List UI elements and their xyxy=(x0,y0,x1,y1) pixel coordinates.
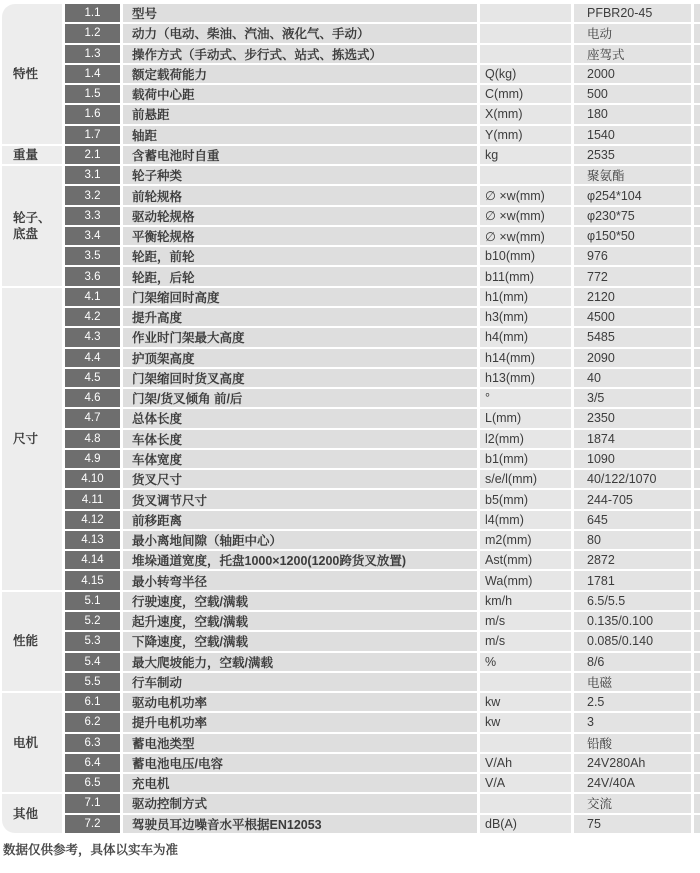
unit-cell: m/s xyxy=(480,612,571,630)
value-cell: 40/122/1070 xyxy=(574,470,691,488)
cropped-column-sliver xyxy=(694,207,700,225)
spec-name-cell: 车体宽度 xyxy=(123,450,477,468)
spec-name-cell: 轮距，前轮 xyxy=(123,247,477,265)
value-cell: 2000 xyxy=(574,65,691,83)
spec-name-cell: 轮距，后轮 xyxy=(123,267,477,285)
row-number-cell: 1.2 xyxy=(65,24,120,42)
value-cell: 5485 xyxy=(574,328,691,346)
row-number-cell: 7.1 xyxy=(65,794,120,812)
cropped-column-sliver xyxy=(694,267,700,285)
spec-name-cell: 起升速度，空载/满载 xyxy=(123,612,477,630)
spec-name-cell: 最小转弯半径 xyxy=(123,571,477,589)
category-cell: 电机 xyxy=(2,693,62,792)
unit-cell: Q(kg) xyxy=(480,65,571,83)
unit-cell: b11(mm) xyxy=(480,267,571,285)
row-number-cell: 6.1 xyxy=(65,693,120,711)
spec-name-cell: 驱动控制方式 xyxy=(123,794,477,812)
value-cell: 1090 xyxy=(574,450,691,468)
row-number-cell: 3.2 xyxy=(65,186,120,204)
value-cell: 24V280Ah xyxy=(574,754,691,772)
row-number-cell: 4.10 xyxy=(65,470,120,488)
spec-name-cell: 额定载荷能力 xyxy=(123,65,477,83)
spec-name-cell: 含蓄电池时自重 xyxy=(123,146,477,164)
unit-cell: V/Ah xyxy=(480,754,571,772)
cropped-column-sliver xyxy=(694,4,700,22)
row-number-cell: 4.2 xyxy=(65,308,120,326)
unit-cell xyxy=(480,24,571,42)
value-cell: 1781 xyxy=(574,571,691,589)
row-number-cell: 4.13 xyxy=(65,531,120,549)
spec-name-cell: 最小离地间隙（轴距中心） xyxy=(123,531,477,549)
unit-cell: X(mm) xyxy=(480,105,571,123)
row-number-cell: 3.4 xyxy=(65,227,120,245)
row-number-cell: 6.4 xyxy=(65,754,120,772)
row-number-cell: 5.4 xyxy=(65,653,120,671)
row-number-cell: 4.11 xyxy=(65,490,120,508)
row-number-cell: 4.6 xyxy=(65,389,120,407)
unit-cell xyxy=(480,734,571,752)
cropped-column-sliver xyxy=(694,490,700,508)
row-number-cell: 1.4 xyxy=(65,65,120,83)
value-cell: φ254*104 xyxy=(574,186,691,204)
spec-name-cell: 操作方式（手动式、步行式、站式、拣选式） xyxy=(123,45,477,63)
value-cell: 电磁 xyxy=(574,673,691,691)
value-cell: φ230*75 xyxy=(574,207,691,225)
value-cell: 0.085/0.140 xyxy=(574,632,691,650)
cropped-column-sliver xyxy=(694,105,700,123)
cropped-column-sliver xyxy=(694,450,700,468)
value-cell: 2.5 xyxy=(574,693,691,711)
unit-cell: m/s xyxy=(480,632,571,650)
unit-cell: Y(mm) xyxy=(480,126,571,144)
cropped-column-sliver xyxy=(694,166,700,184)
spec-name-cell: 提升电机功率 xyxy=(123,713,477,731)
category-cell: 重量 xyxy=(2,146,62,164)
row-number-cell: 3.5 xyxy=(65,247,120,265)
unit-cell: C(mm) xyxy=(480,85,571,103)
unit-cell: Wa(mm) xyxy=(480,571,571,589)
cropped-column-sliver xyxy=(694,693,700,711)
unit-cell xyxy=(480,4,571,22)
row-number-cell: 4.12 xyxy=(65,511,120,529)
cropped-column-sliver xyxy=(694,673,700,691)
row-number-cell: 4.15 xyxy=(65,571,120,589)
spec-name-cell: 门架缩回时货叉高度 xyxy=(123,369,477,387)
value-cell: 0.135/0.100 xyxy=(574,612,691,630)
spec-name-cell: 最大爬坡能力，空载/满载 xyxy=(123,653,477,671)
spec-name-cell: 轴距 xyxy=(123,126,477,144)
unit-cell: h1(mm) xyxy=(480,288,571,306)
spec-name-cell: 车体长度 xyxy=(123,430,477,448)
spec-name-cell: 下降速度，空载/满载 xyxy=(123,632,477,650)
value-cell: 聚氨酯 xyxy=(574,166,691,184)
value-cell: 75 xyxy=(574,815,691,833)
spec-name-cell: 堆垛通道宽度，托盘1000×1200(1200跨货叉放置) xyxy=(123,551,477,569)
unit-cell: h4(mm) xyxy=(480,328,571,346)
row-number-cell: 5.1 xyxy=(65,592,120,610)
category-cell: 尺寸 xyxy=(2,288,62,590)
unit-cell: h3(mm) xyxy=(480,308,571,326)
cropped-column-sliver xyxy=(694,653,700,671)
unit-cell xyxy=(480,794,571,812)
cropped-column-sliver xyxy=(694,126,700,144)
value-cell: 244-705 xyxy=(574,490,691,508)
unit-cell: dB(A) xyxy=(480,815,571,833)
spec-name-cell: 前悬距 xyxy=(123,105,477,123)
cropped-column-sliver xyxy=(694,774,700,792)
category-cell: 性能 xyxy=(2,592,62,691)
value-cell: 6.5/5.5 xyxy=(574,592,691,610)
cropped-column-sliver xyxy=(694,592,700,610)
cropped-column-sliver xyxy=(694,754,700,772)
unit-cell xyxy=(480,166,571,184)
row-number-cell: 3.1 xyxy=(65,166,120,184)
unit-cell: kg xyxy=(480,146,571,164)
spec-name-cell: 型号 xyxy=(123,4,477,22)
unit-cell: h14(mm) xyxy=(480,349,571,367)
value-cell: 80 xyxy=(574,531,691,549)
spec-name-cell: 蓄电池类型 xyxy=(123,734,477,752)
spec-name-cell: 总体长度 xyxy=(123,409,477,427)
spec-name-cell: 门架缩回时高度 xyxy=(123,288,477,306)
row-number-cell: 6.5 xyxy=(65,774,120,792)
value-cell: 180 xyxy=(574,105,691,123)
cropped-column-sliver xyxy=(694,308,700,326)
value-cell: 1540 xyxy=(574,126,691,144)
cropped-column-sliver xyxy=(694,146,700,164)
value-cell: 2350 xyxy=(574,409,691,427)
value-cell: 2090 xyxy=(574,349,691,367)
value-cell: 4500 xyxy=(574,308,691,326)
unit-cell: ∅ ×w(mm) xyxy=(480,186,571,204)
unit-cell: % xyxy=(480,653,571,671)
cropped-column-sliver xyxy=(694,328,700,346)
row-number-cell: 5.3 xyxy=(65,632,120,650)
category-cell: 其他 xyxy=(2,794,62,833)
value-cell: 40 xyxy=(574,369,691,387)
spec-name-cell: 动力（电动、柴油、汽油、液化气、手动） xyxy=(123,24,477,42)
value-cell: 2120 xyxy=(574,288,691,306)
unit-cell: V/A xyxy=(480,774,571,792)
unit-cell: kw xyxy=(480,693,571,711)
unit-cell: b1(mm) xyxy=(480,450,571,468)
unit-cell: m2(mm) xyxy=(480,531,571,549)
row-number-cell: 6.3 xyxy=(65,734,120,752)
row-number-cell: 3.6 xyxy=(65,267,120,285)
unit-cell: s/e/l(mm) xyxy=(480,470,571,488)
cropped-column-sliver xyxy=(694,349,700,367)
unit-cell: km/h xyxy=(480,592,571,610)
spec-name-cell: 作业时门架最大高度 xyxy=(123,328,477,346)
spec-name-cell: 驱动电机功率 xyxy=(123,693,477,711)
category-cell: 特性 xyxy=(2,4,62,144)
row-number-cell: 1.1 xyxy=(65,4,120,22)
row-number-cell: 4.4 xyxy=(65,349,120,367)
cropped-column-sliver xyxy=(694,288,700,306)
spec-name-cell: 载荷中心距 xyxy=(123,85,477,103)
footer-note: 数据仅供参考，具体以实车为准 xyxy=(3,843,179,857)
row-number-cell: 2.1 xyxy=(65,146,120,164)
cropped-column-sliver xyxy=(694,227,700,245)
spec-table xyxy=(2,4,700,833)
row-number-cell: 1.7 xyxy=(65,126,120,144)
value-cell: 24V/40A xyxy=(574,774,691,792)
row-number-cell: 4.5 xyxy=(65,369,120,387)
row-number-cell: 4.9 xyxy=(65,450,120,468)
cropped-column-sliver xyxy=(694,794,700,812)
cropped-column-sliver xyxy=(694,430,700,448)
spec-name-cell: 门架/货叉倾角 前/后 xyxy=(123,389,477,407)
value-cell: 3 xyxy=(574,713,691,731)
cropped-column-sliver xyxy=(694,571,700,589)
unit-cell: b10(mm) xyxy=(480,247,571,265)
spec-name-cell: 轮子种类 xyxy=(123,166,477,184)
row-number-cell: 4.7 xyxy=(65,409,120,427)
spec-name-cell: 提升高度 xyxy=(123,308,477,326)
row-number-cell: 7.2 xyxy=(65,815,120,833)
value-cell: PFBR20-45 xyxy=(574,4,691,22)
spec-name-cell: 行驶速度，空载/满载 xyxy=(123,592,477,610)
unit-cell: l4(mm) xyxy=(480,511,571,529)
unit-cell: ∅ ×w(mm) xyxy=(480,227,571,245)
cropped-column-sliver xyxy=(694,531,700,549)
row-number-cell: 4.14 xyxy=(65,551,120,569)
row-number-cell: 4.1 xyxy=(65,288,120,306)
value-cell: 645 xyxy=(574,511,691,529)
unit-cell: h13(mm) xyxy=(480,369,571,387)
row-number-cell: 1.3 xyxy=(65,45,120,63)
cropped-column-sliver xyxy=(694,24,700,42)
value-cell: 772 xyxy=(574,267,691,285)
cropped-column-sliver xyxy=(694,470,700,488)
value-cell: 1874 xyxy=(574,430,691,448)
value-cell: 交流 xyxy=(574,794,691,812)
cropped-column-sliver xyxy=(694,409,700,427)
spec-name-cell: 蓄电池电压/电容 xyxy=(123,754,477,772)
value-cell: 电动 xyxy=(574,24,691,42)
cropped-column-sliver xyxy=(694,247,700,265)
row-number-cell: 5.5 xyxy=(65,673,120,691)
cropped-column-sliver xyxy=(694,734,700,752)
category-cell: 轮子、底盘 xyxy=(2,166,62,286)
unit-cell: L(mm) xyxy=(480,409,571,427)
unit-cell: Ast(mm) xyxy=(480,551,571,569)
value-cell: 座驾式 xyxy=(574,45,691,63)
spec-name-cell: 驱动轮规格 xyxy=(123,207,477,225)
row-number-cell: 3.3 xyxy=(65,207,120,225)
cropped-column-sliver xyxy=(694,551,700,569)
cropped-column-sliver xyxy=(694,632,700,650)
cropped-column-sliver xyxy=(694,186,700,204)
cropped-column-sliver xyxy=(694,45,700,63)
value-cell: 2872 xyxy=(574,551,691,569)
spec-name-cell: 行车制动 xyxy=(123,673,477,691)
cropped-column-sliver xyxy=(694,369,700,387)
row-number-cell: 5.2 xyxy=(65,612,120,630)
unit-cell: kw xyxy=(480,713,571,731)
value-cell: 8/6 xyxy=(574,653,691,671)
cropped-column-sliver xyxy=(694,389,700,407)
spec-name-cell: 前移距离 xyxy=(123,511,477,529)
value-cell: 铅酸 xyxy=(574,734,691,752)
spec-name-cell: 前轮规格 xyxy=(123,186,477,204)
row-number-cell: 1.6 xyxy=(65,105,120,123)
unit-cell xyxy=(480,45,571,63)
value-cell: φ150*50 xyxy=(574,227,691,245)
spec-name-cell: 货叉尺寸 xyxy=(123,470,477,488)
spec-name-cell: 充电机 xyxy=(123,774,477,792)
value-cell: 3/5 xyxy=(574,389,691,407)
cropped-column-sliver xyxy=(694,713,700,731)
unit-cell: b5(mm) xyxy=(480,490,571,508)
unit-cell: l2(mm) xyxy=(480,430,571,448)
spec-name-cell: 驾驶员耳边噪音水平根据EN12053 xyxy=(123,815,477,833)
value-cell: 2535 xyxy=(574,146,691,164)
cropped-column-sliver xyxy=(694,511,700,529)
spec-name-cell: 护顶架高度 xyxy=(123,349,477,367)
cropped-column-sliver xyxy=(694,612,700,630)
value-cell: 976 xyxy=(574,247,691,265)
cropped-column-sliver xyxy=(694,85,700,103)
value-cell: 500 xyxy=(574,85,691,103)
unit-cell: ° xyxy=(480,389,571,407)
unit-cell xyxy=(480,673,571,691)
spec-name-cell: 货叉调节尺寸 xyxy=(123,490,477,508)
cropped-column-sliver xyxy=(694,65,700,83)
row-number-cell: 4.3 xyxy=(65,328,120,346)
cropped-column-sliver xyxy=(694,815,700,833)
spec-name-cell: 平衡轮规格 xyxy=(123,227,477,245)
row-number-cell: 6.2 xyxy=(65,713,120,731)
row-number-cell: 1.5 xyxy=(65,85,120,103)
unit-cell: ∅ ×w(mm) xyxy=(480,207,571,225)
row-number-cell: 4.8 xyxy=(65,430,120,448)
